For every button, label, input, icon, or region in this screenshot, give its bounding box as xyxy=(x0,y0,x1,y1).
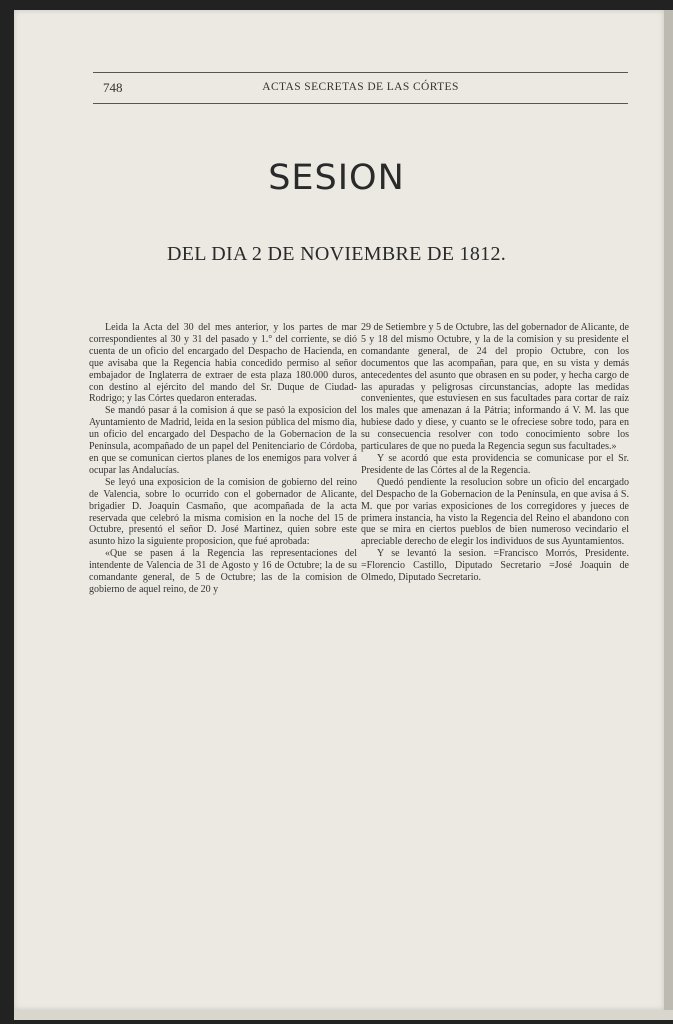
running-title: ACTAS SECRETAS DE LAS CÓRTES xyxy=(262,81,459,93)
paragraph: Se leyó una exposicion de la comision de gobierno del reino de Valencia, sobre lo ocurrido con el gobernador de Alicante, brigadier D. Joaquin Casmaño, que acompañada de la acta reservada que celebró la misma comision en la noche del 15 de Octubre, presentó el señor D. José Martinez, quien sobre este asunto hizo la siguiente proposicion, que fué aprobada: xyxy=(89,476,357,548)
left-column xyxy=(89,322,357,596)
paragraph: Y se acordó que esta providencia se comunicase por el Sr. Presidente de las Córtes al de la Regencia. xyxy=(361,452,629,476)
session-date: DEL DIA 2 DE NOVIEMBRE DE 1812. xyxy=(166,243,507,265)
paragraph: «Que se pasen á la Regencia las representaciones del intendente de Valencia de 31 de Agosto y 16 de Octubre; la de su comandante general, de 5 de Octubre; las de la comision de gobierno de aquel reino, de 20 y xyxy=(89,548,357,595)
right-column xyxy=(361,322,629,584)
paragraph: Y se levantó la sesion. =Francisco Morrós, Presidente. =Florencio Castillo, Diputado Secretario =José Joaquin de Olmedo, Diputado Secretario. xyxy=(361,548,629,584)
running-header xyxy=(93,72,628,104)
page-bottom-edge xyxy=(14,1010,673,1020)
paragraph: 29 de Setiembre y 5 de Octubre, las del gobernador de Alicante, de 5 y 18 del mismo Octubre, y la de la comision y su presidente el comandante general, de 24 del propio Octubre, con los documentos que las acompañan, para que, en su vista y demás antecedentes del asunto que obrasen en su poder, y hecha cargo de las apuradas y peligrosas circunstancias, adopte las medidas convenientes, que estuviesen en sus facultades para cortar de raíz los males que amenazan á la Pátria; informando á V. M. las que hubiese dado y diese, y cuanto se le ofreciese sobre todo, para en su consecuencia resolver con todo conocimiento sobre los particulares de que no pueda la Regencia segun sus facultades.» xyxy=(361,322,629,453)
paragraph: Leida la Acta del 30 del mes anterior, y los partes de mar correspondientes al 30 y 31 del pasado y 1.° del corriente, se dió cuenta de un oficio del encargado del Despacho de Hacienda, en que avisaba que la Regencia habia concedido permiso al señor embajador de Inglaterra de extraer de esta plaza 180.000 duros, con destino al ejército del mando del Sr. Duque de Ciudad-Rodrigo; y las Córtes quedaron enteradas. xyxy=(89,322,357,405)
session-title: SESION xyxy=(268,158,405,198)
page-number: 748 xyxy=(103,80,123,95)
paragraph: Quedó pendiente la resolucion sobre un oficio del encargado del Despacho de la Gobernacion de la Península, en que avisa á S. M. que por varias exposiciones de los corregidores y jueces de primera instancia, ha visto la Regencia del Reino el abandono con que se mira en ciertos pueblos de bien numeroso vecindario el apreciable derecho de elegir los individuos de sus Ayuntamientos. xyxy=(361,476,629,548)
paragraph: Se mandó pasar á la comision á que se pasó la exposicion del Ayuntamiento de Madrid, leida en la sesion pública del mismo dia, un oficio del encargado del Despacho de la Gobernacion de la Península, acompañado de un papel del Penitenciario de Córdoba, en que se comunican ciertos planes de los enemigos para volver á ocupar las Andalucías. xyxy=(89,405,357,476)
